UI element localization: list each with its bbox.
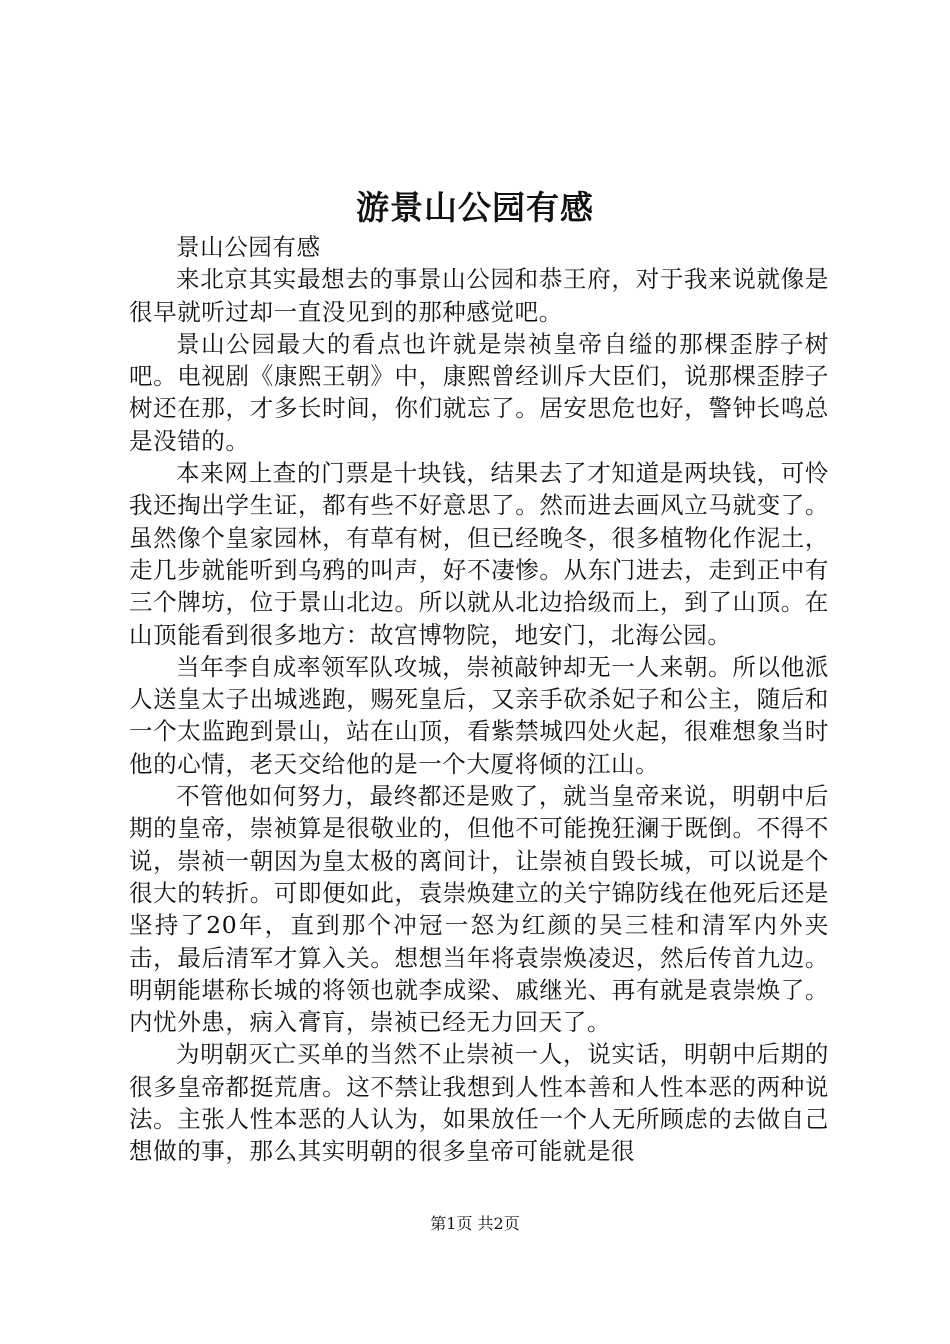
paragraph: 当年李自成率领军队攻城，崇祯敲钟却无一人来朝。所以他派人送皇太子出城逃跑，赐死皇后，又亲手砍杀妃子和公主，随后和一个太监跑到景山，站在山顶，看紫禁城四处火起，很难想象当时他的心情，老天交给他的是一个大厦将倾的江山。 bbox=[129, 652, 829, 778]
document-title: 游景山公园有感 bbox=[356, 188, 594, 227]
paragraph-subtitle: 景山公园有感 bbox=[176, 233, 321, 261]
document-body bbox=[129, 231, 829, 1168]
paragraph: 为明朝灭亡买单的当然不止崇祯一人，说实话，明朝中后期的很多皇帝都挺荒唐。这不禁让我想到人性本善和人性本恶的两种说法。主张人性本恶的人认为，如果放任一个人无所顾虑的去做自己想做的事，那么其实明朝的很多皇帝可能就是很 bbox=[129, 1040, 829, 1166]
paragraph: 本来网上查的门票是十块钱，结果去了才知道是两块钱，可怜我还掏出学生证，都有些不好意思了。然而进去画风立马就变了。虽然像个皇家园林，有草有树，但已经晚冬，很多植物化作泥土，走几步就能听到乌鸦的叫声，好不凄惨。从东门进去，走到正中有三个牌坊，位于景山北边。所以就从北边拾级而上，到了山顶。在山顶能看到很多地方：故宫博物院，地安门，北海公园。 bbox=[129, 459, 829, 649]
paragraph: 不管他如何努力，最终都还是败了，就当皇帝来说，明朝中后期的皇帝，崇祯算是很敬业的，但他不可能挽狂澜于既倒。不得不说，崇祯一朝因为皇太极的离间计，让崇祯自毁长城，可以说是个很大的转折。可即便如此，袁崇焕建立的关宁锦防线在他死后还是坚持了20年，直到那个冲冠一怒为红颜的吴三桂和清军内外夹击，最后清军才算入关。想想当年将袁崇焕凌迟，然后传首九边。明朝能堪称长城的将领也就李成梁、戚继光、再有就是袁崇焕了。内忧外患，病入膏肓，崇祯已经无力回天了。 bbox=[129, 782, 829, 1037]
paragraph: 来北京其实最想去的事景山公园和恭王府，对于我来说就像是很早就听过却一直没见到的那种感觉吧。 bbox=[129, 265, 829, 326]
paragraph: 景山公园最大的看点也许就是崇祯皇帝自缢的那棵歪脖子树吧。电视剧《康熙王朝》中，康熙曾经训斥大臣们，说那棵歪脖子树还在那，才多长时间，你们就忘了。居安思危也好，警钟长鸣总是没错的。 bbox=[129, 329, 829, 455]
page-number-footer: 第1页 共2页 bbox=[430, 1214, 520, 1233]
